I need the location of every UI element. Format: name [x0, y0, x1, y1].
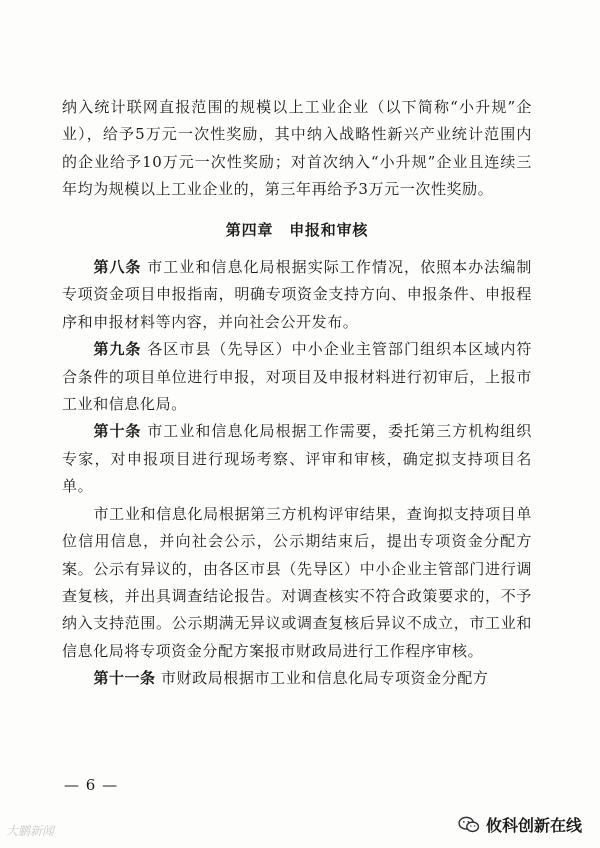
- intro-paragraph: 纳入统计联网直报范围的规模以上工业企业（以下简称“小升规”企业），给予5万元一次性奖励，其中纳入战略性新兴产业统计范围内的企业给予10万元一次性奖励；对首次纳入“小升规”企业且连续三年均为规模以上工业企业的，第三年再给予3万元一次性奖励。: [62, 98, 532, 199]
- article-number: 第十条: [93, 422, 142, 441]
- article-10-continued: 市工业和信息化局根据第三方机构评审结果，查询拟支持项目单位信用信息，并向社会公示，公示期结束后，提出专项资金分配方案。公示有异议的，由各区市县（先导区）中小企业主管部门进行调查复核，并出具调查结论报告。对调查核实不符合政策要求的，不予纳入支持范围。公示期满无异议或调查复核后异议不成立，市工业和信息化局将专项资金分配方案报市财政局进行工作程序审核。: [62, 504, 532, 660]
- article-9: [62, 336, 532, 418]
- article-text: 市工业和信息化局根据实际工作情况，依照本办法编制专项资金项目申报指南，明确专项资金支持方向、申报条件、申报程序和申报材料等内容，并向社会公开发布。: [62, 258, 532, 331]
- account-name: 攸科创新在线: [485, 816, 582, 835]
- article-number: 第十一条: [93, 669, 156, 688]
- watermark-left-text: 大鹏新闻: [6, 824, 55, 838]
- chapter-title: 申报和审核: [289, 220, 369, 239]
- chapter-number: 第四章: [225, 220, 274, 239]
- article-text: 各区市县（先导区）中小企业主管部门组织本区域内符合条件的项目单位进行申报，对项目及申报材料进行初审后，上报市工业和信息化局。: [62, 340, 532, 414]
- article-11: [62, 665, 532, 692]
- article-10: [62, 418, 532, 500]
- article-text: 市财政局根据市工业和信息化局专项资金分配方: [160, 669, 489, 688]
- account-watermark: [458, 813, 582, 836]
- article-number: 第八条: [93, 258, 142, 277]
- document-body: [62, 94, 532, 693]
- watermark-left: [6, 822, 54, 839]
- chapter-heading: [62, 217, 532, 244]
- article-number: 第九条: [93, 340, 142, 359]
- article-text: 市工业和信息化局根据工作需要，委托第三方机构组织专家，对申报项目进行现场考察、评审和审核，确定拟支持项目名单。: [62, 422, 532, 496]
- wechat-icon: [458, 816, 480, 834]
- page-number: — 6 —: [64, 776, 119, 794]
- article-8: [62, 254, 532, 336]
